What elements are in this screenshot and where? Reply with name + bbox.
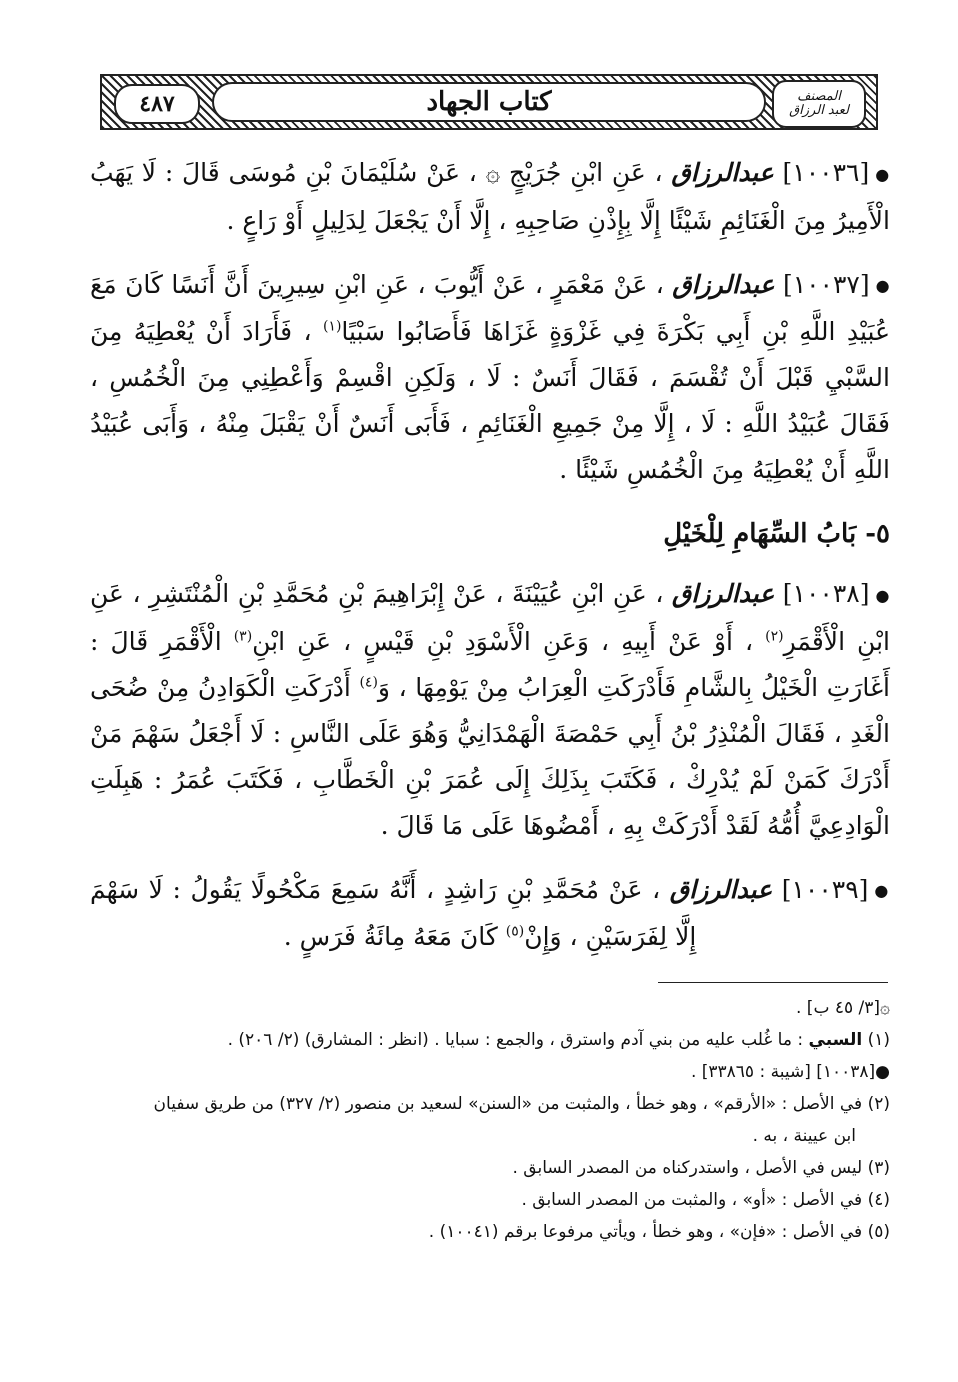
footnote-term: السبي (808, 1030, 863, 1050)
header-title-frame (212, 82, 766, 122)
hadith-text: الْأَقْمَرِ قَالَ : أَغَارَتِ الْخَيْلُ بِالشَّامِ فَأَدْرَكَتِ الْعِرَابُ مِنْ يَوْمِهَا ، وَ (90, 626, 890, 702)
chapter-heading: ٥- بَابُ السِّهَامِ لِلْخَيْلِ (663, 519, 890, 549)
hadith-number: [١٠٠٣٩] (781, 874, 869, 904)
bullet-icon: ● (875, 585, 890, 605)
hadith-text: ، أَوْ عَنْ أَبِيهِ ، وَعَنِ الْأَسْوَدِ بْنِ قَيْسٍ ، عَنِ ابْنِ (252, 626, 754, 656)
book-title: كتاب الجهاد (426, 87, 552, 117)
hadith-text: كَانَ مَعَهُ مِائَةُ فَرَسٍ . (283, 922, 498, 951)
footnote-1 (90, 1024, 890, 1056)
footnote-ref[interactable]: (٤) (359, 674, 378, 691)
hadith-10039 (90, 867, 890, 961)
footnote-2: (٢) في الأصل : «الأرقم» ، وهو خطأ ، والمثبت من «السنن» لسعيد بن منصور (٢/ ٣٢٧) من طريق سفيان (153, 1094, 890, 1114)
footnote-text: : ما غُلب عليه من بني آدم واسترق ، والجمع : سبايا . (انظر : المشارق) (٢/ ٢٠٦) . (227, 1030, 804, 1050)
narrator: عبدالرزاق (671, 579, 775, 608)
page-header (100, 74, 878, 130)
footnote-ref[interactable]: (١) (322, 318, 342, 335)
hadith-text: ، عَنْ مُحَمَّدِ بْنِ رَاشِدٍ ، أَنَّهُ سَمِعَ مَكْحُولًا يَقُولُ : لَا سَهْمَ إِلَّا لِفَرَسَيْنِ ، وَإِنْ (90, 874, 697, 951)
hadith-10038 (90, 571, 890, 849)
footnote-folio: ۞[٣/ ٤٥ ب] . (796, 998, 890, 1018)
footnote-ref[interactable]: (٢) (765, 628, 784, 645)
hadith-10036 (90, 150, 890, 244)
footnote-4: (٤) في الأصل : «أو» ، والمثبت من المصدر السابق . (521, 1190, 890, 1210)
footnote-2-cont: ابن عيينة ، به . (752, 1126, 856, 1146)
emblem-line-2: لعبد الرزاق (789, 103, 849, 118)
footnote-source: ●[١٠٠٣٨] [شيبة : ٣٣٨٦٥] . (690, 1062, 890, 1082)
hadith-number: [١٠٠٣٧] (782, 269, 870, 299)
narrator: عبدالرزاق (669, 874, 773, 904)
hadith-number: [١٠٠٣٦] (782, 158, 870, 187)
footnote-ref[interactable]: (٥) (505, 923, 525, 940)
footnote-3: (٣) ليس في الأصل ، واستدركناه من المصدر السابق . (512, 1158, 890, 1178)
footnote-5: (٥) في الأصل : «فإن» ، وهو خطأ ، ويأتي مرفوعا برقم (١٠٠٤١) . (428, 1222, 890, 1242)
hadith-text: ، عَنِ ابْنِ عُيَيْنَةَ ، عَنْ إِبْرَاهِيمَ بْنِ مُحَمَّدِ بْنِ الْمُنْتَشِرِ ، عَنِ ابْنِ الْأَقْمَرِ (90, 579, 890, 656)
hadith-number: [١٠٠٣٨] (782, 579, 870, 608)
footnote-divider (658, 982, 888, 983)
footnotes (90, 992, 890, 1248)
hadith-text: ، عَنْ مَعْمَرٍ ، عَنْ أَيُّوبَ ، عَنِ ابْنِ سِيرِينَ أَنَّ أَنَسًا كَانَ مَعَ عُبَيْدِ اللَّهِ بْنِ أَبِي بَكْرَةَ فِي غَزْوَةٍ غَزَاهَا فَأَصَابُوا سَبْيًا (90, 269, 890, 346)
book-emblem (772, 80, 866, 128)
bullet-icon: ● (875, 276, 890, 295)
page-number: ٤٨٧ (114, 84, 200, 124)
footnote-marker: (١) (867, 1030, 890, 1050)
hadith-text: ، عَنِ ابْنِ جُرَيْجٍ ۞ ، عَنْ سُلَيْمَانَ بْنِ مُوسَى قَالَ : لَا يَهَبُ الْأَمِيرُ مِنَ الْغَنَائِمِ شَيْئًا إِلَّا بِإِذْنِ صَاحِبِهِ ، إِلَّا أَنْ يَجْعَلَ لِدَلِيلٍ أَوْ رَاعٍ . (90, 158, 890, 235)
hadith-10037 (90, 262, 890, 494)
emblem-line-1: المصنف (797, 89, 841, 104)
main-text (90, 150, 890, 978)
hadith-text: أَدْرَكَتِ الْكَوَادِنُ مِنْ ضُحَى الْغَدِ ، فَقَالَ الْمُنْذِرُ بْنُ أَبِي حَمْصَةَ الْهَمْدَانِيُّ وَهُوَ عَلَى النَّاسِ : لَا أَجْعَلُ سَهْمَ مَنْ أَدْرَكَ كَمَنْ لَمْ يُدْرِكْ ، فَكَتَبَ بِذَلِكَ إِلَى عُمَرَ بْنِ الْخَطَّابِ ، فَكَتَبَ عُمَرُ : هَبِلَتِ الْوَادِعِيَّ أُمُّهُ لَقَدْ أَدْرَكَتْ بِهِ ، أَمْضُوهَا عَلَى مَا قَالَ . (90, 672, 890, 840)
bullet-icon: ● (874, 881, 890, 900)
bullet-icon: ● (875, 164, 890, 184)
narrator: عبدالرزاق (671, 158, 774, 187)
hadith-text: ، فَأَرَادَ أَنْ يُعْطِيَهُ مِنَ السَّبْيِ قَبْلَ أَنْ تُقْسَمَ ، فَقَالَ أَنَسٌ : لَا ، وَلَكِنِ اقْسِمْ وَأَعْطِنِي مِنَ الْخُمُسِ ، فَقَالَ عُبَيْدُ اللَّهِ : لَا ، إِلَّا مِنْ جَمِيعِ الْغَنَائِمِ ، فَأَبَى أَنَسٌ أَنْ يَقْبَلَ مِنْهُ ، وَأَبَى عُبَيْدُ اللَّهِ أَنْ يُعْطِيَهُ مِنَ الْخُمُسِ شَيْئًا . (90, 317, 890, 484)
narrator: عبدالرزاق (672, 269, 775, 299)
footnote-ref[interactable]: (٣) (233, 628, 253, 645)
